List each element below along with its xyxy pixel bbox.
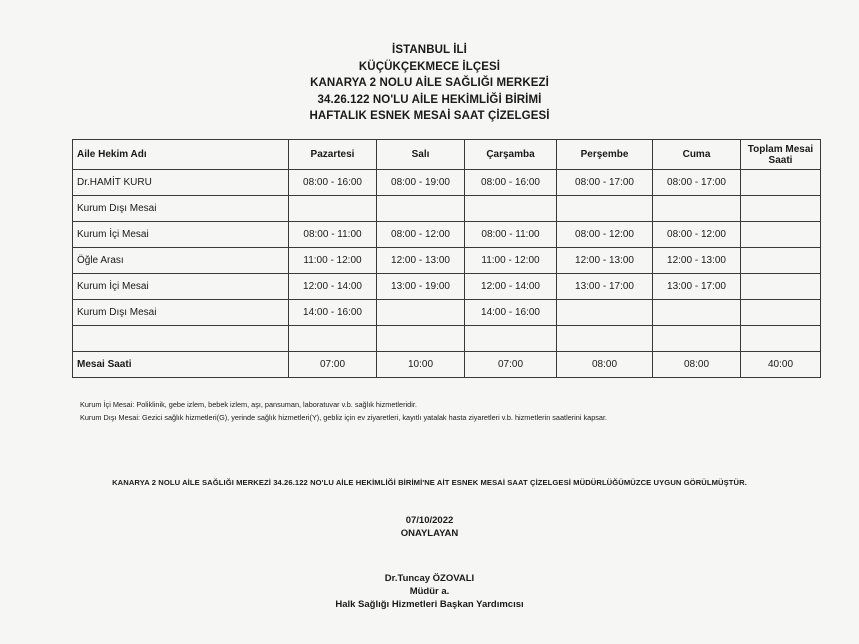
header-district: KÜÇÜKÇEKMECE İLÇESİ bbox=[358, 60, 501, 73]
table-cell: 08:00 - 12:00 bbox=[557, 222, 653, 248]
signatory-block bbox=[0, 572, 859, 611]
table-cell: 08:00 - 19:00 bbox=[377, 170, 465, 196]
table-cell bbox=[653, 300, 741, 326]
table-cell bbox=[741, 274, 821, 300]
notes bbox=[80, 398, 607, 424]
table-cell: 11:00 - 12:00 bbox=[289, 248, 377, 274]
table-cell bbox=[289, 196, 377, 222]
total-tuesday: 10:00 bbox=[377, 352, 465, 378]
total-friday: 08:00 bbox=[653, 352, 741, 378]
table-cell bbox=[741, 196, 821, 222]
header-total-hours: Toplam Mesai Saati bbox=[741, 140, 821, 170]
row-label: Kurum Dışı Mesai bbox=[73, 300, 289, 326]
table-cell: 08:00 - 12:00 bbox=[377, 222, 465, 248]
table-row bbox=[73, 274, 821, 300]
table-cell bbox=[741, 300, 821, 326]
total-wednesday: 07:00 bbox=[465, 352, 557, 378]
table-cell bbox=[557, 196, 653, 222]
table-row bbox=[73, 170, 821, 196]
row-label: Kurum İçi Mesai bbox=[73, 274, 289, 300]
table-cell: 08:00 - 17:00 bbox=[557, 170, 653, 196]
header-document-title: HAFTALIK ESNEK MESAİ SAAT ÇİZELGESİ bbox=[309, 110, 550, 122]
header-doctor-name: Aile Hekim Adı bbox=[73, 140, 289, 170]
table-cell bbox=[653, 326, 741, 352]
table-cell bbox=[741, 170, 821, 196]
total-monday: 07:00 bbox=[289, 352, 377, 378]
header-friday: Cuma bbox=[653, 140, 741, 170]
table-cell: 08:00 - 12:00 bbox=[653, 222, 741, 248]
total-row-label: Mesai Saati bbox=[73, 352, 289, 378]
header-province: İSTANBUL İLİ bbox=[392, 44, 467, 56]
row-label: Öğle Arası bbox=[73, 248, 289, 274]
table-cell: 12:00 - 14:00 bbox=[289, 274, 377, 300]
table-row bbox=[73, 222, 821, 248]
header-unit: 34.26.122 NO'LU AİLE HEKİMLİĞİ BİRİMİ bbox=[317, 93, 542, 106]
table-cell bbox=[653, 196, 741, 222]
table-cell bbox=[557, 300, 653, 326]
table-cell bbox=[377, 300, 465, 326]
note-internal-hours: Kurum İçi Mesai: Poliklinik, gebe izlem, bebek izlem, aşı, pansuman, laboratuvar v.b. sağlık hizmetleridir. bbox=[80, 400, 417, 409]
table-cell bbox=[465, 326, 557, 352]
table-cell: 12:00 - 13:00 bbox=[377, 248, 465, 274]
table-cell: 13:00 - 17:00 bbox=[653, 274, 741, 300]
table-cell: 14:00 - 16:00 bbox=[465, 300, 557, 326]
total-week: 40:00 bbox=[741, 352, 821, 378]
signatory-name: Dr.Tuncay ÖZOVALI bbox=[384, 573, 475, 584]
table-row bbox=[73, 248, 821, 274]
table-cell bbox=[741, 248, 821, 274]
row-label bbox=[73, 326, 289, 352]
table-cell bbox=[377, 326, 465, 352]
table-header-row bbox=[73, 140, 821, 170]
table-cell: 13:00 - 17:00 bbox=[557, 274, 653, 300]
header-health-center: KANARYA 2 NOLU AİLE SAĞLIĞI MERKEZİ bbox=[310, 77, 549, 89]
table-cell bbox=[465, 196, 557, 222]
total-thursday: 08:00 bbox=[557, 352, 653, 378]
table-row bbox=[73, 300, 821, 326]
table-cell: 12:00 - 14:00 bbox=[465, 274, 557, 300]
table-cell: 12:00 - 13:00 bbox=[557, 248, 653, 274]
note-external-hours: Kurum Dışı Mesai: Gezici sağlık hizmetleri(G), yerinde sağlık hizmetleri(Y), gebliz için ev ziyaretleri, kayıtlı yatalak hasta ziyaretleri v.b. hizmetlerin saatlerini kapsar. bbox=[80, 413, 608, 422]
signatory-title: Müdür a. bbox=[409, 586, 450, 597]
table-row bbox=[73, 326, 821, 352]
table-cell: 13:00 - 19:00 bbox=[377, 274, 465, 300]
row-label: Dr.HAMİT KURU bbox=[73, 170, 289, 196]
table-cell bbox=[377, 196, 465, 222]
table-cell bbox=[741, 326, 821, 352]
table-cell: 11:00 - 12:00 bbox=[465, 248, 557, 274]
approval-statement: KANARYA 2 NOLU AİLE SAĞLIĞI MERKEZİ 34.26.122 NO'LU AİLE HEKİMLİĞİ BİRİMİ'NE AİT ESNEK MESAİ SAAT ÇİZELGESİ MÜDÜRLÜĞÜMÜZCE UYGUN GÖRÜLMÜŞTÜR. bbox=[112, 478, 747, 487]
table-cell: 08:00 - 17:00 bbox=[653, 170, 741, 196]
table-cell bbox=[289, 326, 377, 352]
row-label: Kurum İçi Mesai bbox=[73, 222, 289, 248]
table-cell: 08:00 - 16:00 bbox=[289, 170, 377, 196]
table-cell: 08:00 - 16:00 bbox=[465, 170, 557, 196]
table-row bbox=[73, 196, 821, 222]
table-cell: 14:00 - 16:00 bbox=[289, 300, 377, 326]
header-wednesday: Çarşamba bbox=[465, 140, 557, 170]
table-cell bbox=[557, 326, 653, 352]
document-header bbox=[0, 42, 859, 125]
total-hours-row bbox=[73, 352, 821, 378]
approval-status: ONAYLAYAN bbox=[400, 528, 459, 539]
header-tuesday: Salı bbox=[377, 140, 465, 170]
approval-block bbox=[0, 514, 859, 540]
table-cell: 08:00 - 11:00 bbox=[289, 222, 377, 248]
row-label: Kurum Dışı Mesai bbox=[73, 196, 289, 222]
header-monday: Pazartesi bbox=[289, 140, 377, 170]
table-cell: 12:00 - 13:00 bbox=[653, 248, 741, 274]
table-cell bbox=[741, 222, 821, 248]
approval-date: 07/10/2022 bbox=[405, 515, 454, 526]
table-cell: 08:00 - 11:00 bbox=[465, 222, 557, 248]
header-thursday: Perşembe bbox=[557, 140, 653, 170]
schedule-table bbox=[72, 139, 821, 378]
signatory-position: Halk Sağlığı Hizmetleri Başkan Yardımcısı bbox=[335, 599, 524, 610]
